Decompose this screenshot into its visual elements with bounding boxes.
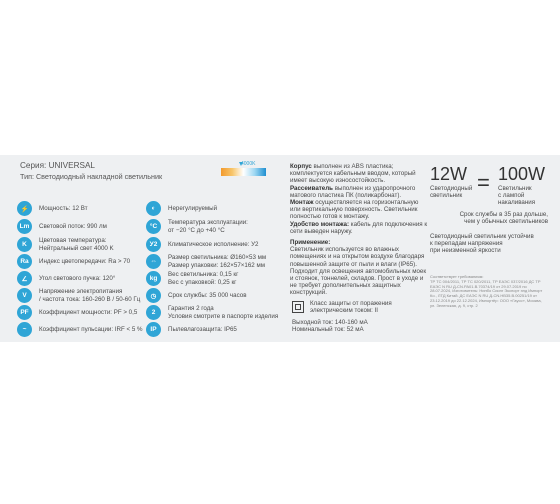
spec-ip-rating: IP Пылевлагозащита: IP65 xyxy=(146,322,237,337)
spec-voltage: V Напряжение электропитания / частота тока: 160-260 В / 50-60 Гц xyxy=(17,288,140,303)
led-caption: Светодиодный светильник xyxy=(430,185,473,200)
led-power-big: 12W xyxy=(430,164,468,184)
power-icon: ⚡ xyxy=(17,201,32,216)
spec-climate: У2 Климатическое исполнение: У2 xyxy=(146,237,258,252)
certification-block xyxy=(430,275,548,309)
cct-marker-icon xyxy=(239,162,243,166)
spec-lifetime: ◷ Срок службы: 35 000 часов xyxy=(146,288,246,303)
description-body: Корпус выполнен из ABS пластика; комплектуется кабельным вводом, который имеет высокую износостойкость. xyxy=(290,163,416,185)
spec-power: ⚡ Мощность: 12 Вт xyxy=(17,201,88,216)
certification-text: ТР ТС 004/2011, ТР ТС 020/2011, ТР ЕАЭС 037/2016 ДС ТР ЕАЭС N RU Д-CN.РА01.В.70374/19 от 29.07.2019 по 28.07.2024, Изготовитель: Нинбо Сионг Экспорт энд Импорт Ко., ЛТД Китай. ДС ЕАЭС N RU Д-CN.НВ35.В.00251/19 от 23.12.2019 до 22.12.2024, Импортёр: ООО «Гаусс», Москва, ул. Зеленская, д. 9, стр. 2 xyxy=(430,278,543,308)
spec-color-temperature: K Цветовая температура: Нейтральный свет 4000 K xyxy=(17,237,114,252)
product-label xyxy=(0,155,560,342)
cct-gradient-bar xyxy=(221,168,266,176)
spec-operating-temperature: °C Температура эксплуатации: от −20 °C до +40 °C xyxy=(146,219,248,234)
application-title: Применение: xyxy=(290,239,331,247)
spec-lumen: Lm Световой поток: 990 лм xyxy=(17,219,107,234)
ripple-icon: ~ xyxy=(17,322,32,337)
beam-angle-icon: ∠ xyxy=(17,271,32,286)
description-block: Корпус выполнен из ABS пластика; комплектуется кабельным вводом, который имеет высокую износостойкость. Рассеиватель выполнен из ударопрочного матового пластика ПК (поликарбонат). Монтаж осуществляется на горизонтальную или вертикальную поверхность. Светильник полностью готов к монтажу. Удобство монтажа: кабель для подключения к сети выведен наружу. Применение: Светильник используется во влажных помещениях и на открытом воздухе благодаря повышенной защите от пыли и влаги (IP65). Подходит для освещения автомобильных моек и стоянок, тоннелей, складов. Прост в уходе и не требует дополнительных защитных конструкций. xyxy=(290,163,428,297)
incandescent-caption: Светильник с лампой накаливания xyxy=(498,185,536,207)
climate-icon: У2 xyxy=(146,237,161,252)
spec-power-factor: PF Коэффициент мощности: PF > 0,5 xyxy=(17,305,137,320)
spec-ripple: ~ Коэффициент пульсации: IRF < 5 % xyxy=(17,322,143,337)
spec-non-dimmable: ◐ Нерегулируемый xyxy=(146,201,217,216)
incandescent-power-big: 100W xyxy=(498,164,546,184)
cct-label: 4000K xyxy=(241,161,256,167)
ip-icon: IP xyxy=(146,322,161,337)
benefit-voltage-stability: Светодиодный светильник устойчив к перепадам напряжения при неизменной яркости xyxy=(430,233,534,255)
non-dimmable-icon: ◐ xyxy=(146,201,161,216)
power-factor-icon: PF xyxy=(17,305,32,320)
cri-icon: Ra xyxy=(17,254,32,269)
certification-title: Соответствует требованиям: xyxy=(430,274,484,279)
spec-cri: Ra Индекс цветопередачи: Ra > 70 xyxy=(17,254,130,269)
color-temperature-scale xyxy=(221,161,266,181)
application-section xyxy=(290,239,428,297)
product-type: Тип: Светодиодный накладной светильник xyxy=(20,172,163,181)
nominal-current: Номинальный ток: 52 мА xyxy=(292,326,364,333)
spec-warranty: 2 Гарантия 2 года Условия смотрите в паспорте изделия xyxy=(146,305,278,320)
voltage-icon: V xyxy=(17,288,32,303)
lifetime-icon: ◷ xyxy=(146,288,161,303)
class-ii-icon xyxy=(292,301,304,313)
spec-weight: kg Вес светильника: 0,15 кг Вес с упаковкой: 0,25 кг xyxy=(146,271,238,286)
series-title: Серия: UNIVERSAL xyxy=(20,161,95,170)
size-icon: ⇔ xyxy=(146,254,161,269)
spec-beam-angle: ∠ Угол светового пучка: 120° xyxy=(17,271,115,286)
output-current: Выходной ток: 140-160 мА xyxy=(292,319,368,326)
thermometer-icon: °C xyxy=(146,219,161,234)
application-text: Светильник используется во влажных помещениях и на открытом воздухе благодаря повышенной защите от пыли и влаги (IP65). Подходит для освещения автомобильных моек и стоянок, тоннелей, складов. Прост в уходе и не требует дополнительных защитных конструкций. xyxy=(290,246,427,297)
benefit-lifetime: Срок службы в 35 раз дольше, чем у обычных светильников xyxy=(459,211,548,226)
lumen-icon: Lm xyxy=(17,219,32,234)
spec-dimensions: ⇔ Размер светильника: Ø160×53 мм Размер упаковки: 162×57×162 мм xyxy=(146,254,266,269)
equals-sign: = xyxy=(477,170,490,195)
temperature-color-icon: K xyxy=(17,237,32,252)
weight-icon: kg xyxy=(146,271,161,286)
protection-class: Класс защиты от поражения электрическим током: II xyxy=(310,300,392,315)
warranty-icon: 2 xyxy=(146,305,161,320)
